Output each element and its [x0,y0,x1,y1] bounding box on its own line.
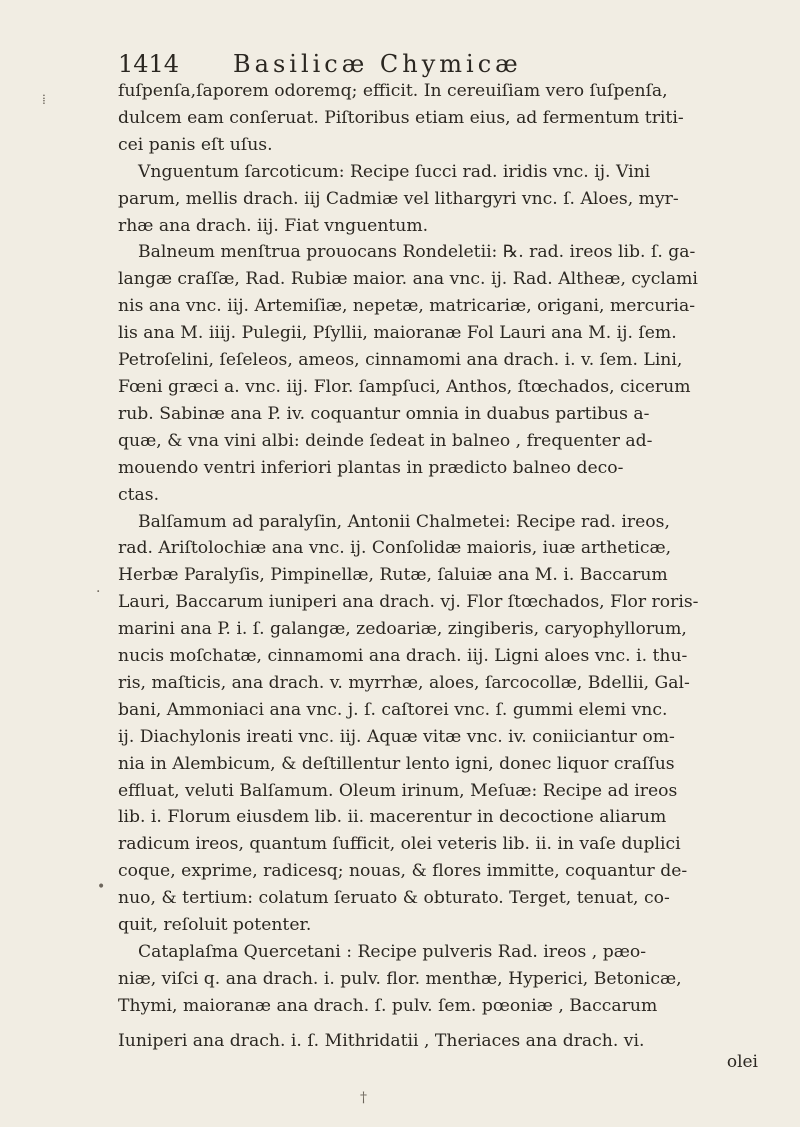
text-line: rub. Sabinæ ana P. iv. coquantur omnia in duabus partibus a- [118,403,650,424]
text-line: Fœni græci a. vnc. iij. Flor. ſampſuci, Anthos, ſtœchados, cicerum [118,376,691,397]
text-line: ij. Diachylonis ireati vnc. iij. Aquæ vitæ vnc. iv. coniiciantur om- [118,726,675,747]
text-line: Petroſelini, ſeſeleos, ameos, cinnamomi ana drach. i. v. ſem. Lini, [118,350,683,371]
text-line: parum, mellis drach. iij Cadmiæ vel lithargyri vnc. ſ. Aloes, myr- [118,188,679,209]
paragraph [118,509,758,940]
text-line: marini ana P. i. ſ. galangæ, zedoariæ, zingiberis, caryophyllorum, [118,619,687,640]
bottom-ink-mark: † [360,1090,367,1106]
text-line: mouendo ventri inferiori plantas in prædicto balneo deco- [118,457,624,478]
text-line: Vnguentum ſarcoticum: Recipe ſucci rad. iridis vnc. ij. Vini [138,161,651,182]
final-text-line [118,1028,758,1055]
text-line: cei panis eſt uſus. [118,134,273,155]
text-line: nis ana vnc. iij. Artemiſiæ, nepetæ, matricariæ, origani, mercuria- [118,296,696,317]
text-line: rhæ ana drach. iij. Fiat vnguentum. [118,215,429,236]
paragraph [118,239,758,508]
paragraph [118,939,758,1020]
text-line: nucis moſchatæ, cinnamomi ana drach. iij. Ligni aloes vnc. i. thu- [118,646,688,667]
text-line: bani, Ammoniaci ana vnc. j. ſ. caſtorei vnc. ſ. gummi elemi vnc. [118,699,668,720]
text-line: radicum ireos, quantum ſufficit, olei veteris lib. ii. in vaſe duplici [118,834,681,855]
text-line: niæ, viſci q. ana drach. i. pulv. flor. menthæ, Hyperici, Betonicæ, [118,968,682,989]
text-line: coque, exprime, radicesq; nouas, & flores immitte, coquantur de- [118,861,688,882]
running-head: Basilicæ Chymicæ [233,50,522,78]
text-line: quæ, & vna vini albi: deinde ſedeat in balneo , frequenter ad- [118,430,653,451]
margin-bullet-mark: • [97,879,106,895]
margin-annotation-mark: ⁞ [42,92,46,108]
text-line: langæ craſſæ, Rad. Rubiæ maior. ana vnc. ij. Rad. Altheæ, cyclami [118,269,698,290]
text-line: Thymi, maioranæ ana drach. ſ. pulv. ſem. pœoniæ , Baccarum [118,995,658,1016]
paragraph [118,159,758,240]
text-line: ris, maſticis, ana drach. v. myrrhæ, aloes, ſarcocollæ, Bdellii, Gal- [118,672,690,693]
text-line: rad. Ariſtolochiæ ana vnc. ij. Conſolidæ maioris, iuæ artheticæ, [118,538,672,559]
margin-dot-mark: · [96,584,101,600]
paragraph [118,78,758,159]
text-line: Lauri, Baccarum iuniperi ana drach. vj. Flor ſtœchados, Flor roris- [118,592,699,613]
text-line: fuſpenſa,ſaporem odoremq; efficit. In cereuiſiam vero ſuſpenſa, [118,81,668,101]
text-line: quit, reſoluit potenter. [118,915,312,936]
catchword: olei [726,1052,758,1072]
page-number: 1414 [118,50,180,78]
text-line: Cataplaſma Quercetani : Recipe pulveris Rad. ireos , pæo- [138,942,647,962]
text-line: Balſamum ad paralyſin, Antonii Chalmetei: Recipe rad. ireos, [138,511,670,532]
text-line: nia in Alembicum, & deſtillentur lento igni, donec liquor craſſus [118,753,675,774]
text-line: lis ana M. iiij. Pulegii, Pſyllii, maioranæ Fol Lauri ana M. ij. ſem. [118,323,677,344]
text-line: Iuniperi ana drach. i. ſ. Mithridatii , Theriaces ana drach. vi. [118,1031,645,1051]
text-line: nuo, & tertium: colatum ſeruato & obturato. Terget, tenuat, co- [118,888,670,909]
text-line: Herbæ Paralyſis, Pimpinellæ, Rutæ, ſaluiæ ana M. i. Baccarum [118,565,668,586]
text-line: Balneum menſtrua prouocans Rondeletii: ℞. rad. ireos lib. ſ. ga- [138,242,696,263]
text-line: ctas. [118,484,160,505]
text-line: lib. i. Florum eiusdem lib. ii. macerentur in decoctione aliarum [118,807,667,828]
text-line: effluat, veluti Balſamum. Oleum irinum, Meſuæ: Recipe ad ireos [118,780,678,801]
text-line: dulcem eam conſeruat. Piſtoribus etiam eius, ad fermentum triti- [118,107,684,128]
text-body [118,78,758,1020]
